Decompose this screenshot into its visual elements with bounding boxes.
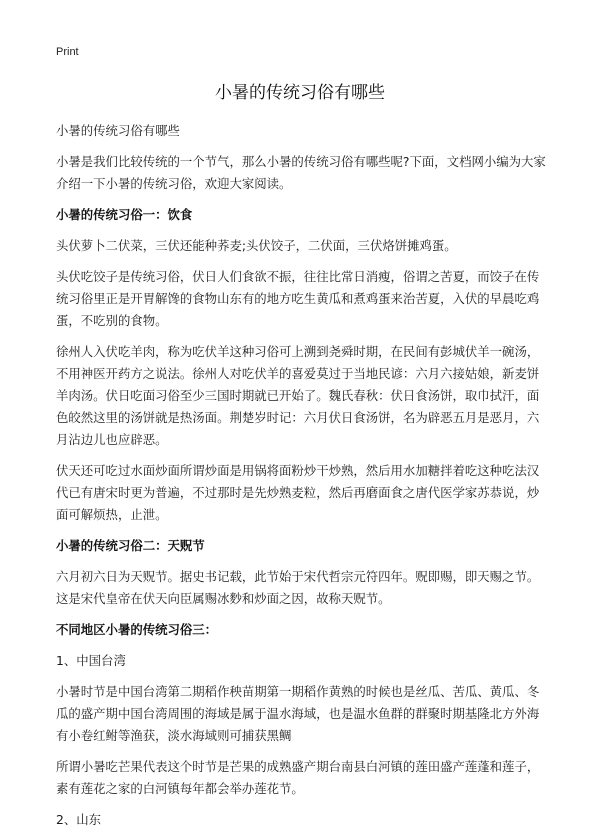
section-heading-tiankuang: 小暑的传统习俗二：天贶节: [56, 538, 205, 553]
diet-paragraph-2: 头伏吃饺子是传统习俗，伏日人们食欲不振，往往比常日消瘦，俗谓之苦夏，而饺子在传统习俗里正是开胃解馋的食物山东有的地方吃生黄瓜和煮鸡蛋来治苦夏，入伏的早晨吃鸡蛋，不吃别的食物。: [56, 269, 540, 328]
diet-paragraph-1: 头伏萝卜二伏菜，三伏还能种荞麦;头伏饺子，二伏面，三伏烙饼摊鸡蛋。: [56, 238, 457, 253]
diet-paragraph-3: 徐州人入伏吃羊肉，称为吃伏羊这种习俗可上溯到尧舜时期，在民间有彭城伏羊一碗汤，不用神医开药方之说法。徐州人对吃伏羊的喜爱莫过于当地民谚：六月六接姑娘，新麦饼羊肉汤。伏日吃面习俗至少三国时期就已开始了。魏氏春秋：伏日食汤饼，取巾拭汗，面色皎然这里的汤饼就是热汤面。荆楚岁时记：六月伏日食汤饼，名为辟恶五月是恶月，六月沾边儿也应辟恶。: [56, 344, 540, 447]
section-heading-regions: 不同地区小暑的传统习俗三：: [56, 622, 218, 637]
region-shandong-label: 2、山东: [56, 812, 102, 827]
page-title: 小暑的传统习俗有哪些: [215, 83, 385, 103]
taiwan-paragraph-2: 所谓小暑吃芒果代表这个时节是芒果的成熟盛产期台南县白河镇的莲田盛产莲蓬和莲子，素有莲花之家的白河镇每年都会举办莲花节。: [56, 759, 540, 796]
region-taiwan-label: 1、中国台湾: [56, 653, 126, 668]
print-link[interactable]: Print: [56, 46, 79, 58]
subtitle-text: 小暑的传统习俗有哪些: [56, 123, 180, 138]
intro-paragraph: 小暑是我们比较传统的一个节气，那么小暑的传统习俗有哪些呢?下面，文档网小编为大家介绍一下小暑的传统习俗，欢迎大家阅读。: [56, 154, 546, 191]
diet-paragraph-4: 伏天还可吃过水面炒面所谓炒面是用锅将面粉炒干炒熟，然后用水加糖拌着吃这种吃法汉代已有唐宋时更为普遍，不过那时是先炒熟麦粒，然后再磨面食之唐代医学家苏恭说，炒面可解烦热，止泄。: [56, 463, 540, 522]
taiwan-paragraph-1: 小暑时节是中国台湾第二期稻作秧苗期第一期稻作黄熟的时候也是丝瓜、苦瓜、黄瓜、冬瓜的盛产期中国台湾周围的海域是属于温水海域，也是温水鱼群的群聚时期基隆北方外海有小卷红鲋等渔获，淡水海域则可捕获黑鲷: [56, 684, 540, 743]
section-heading-diet: 小暑的传统习俗一：饮食: [56, 207, 193, 222]
tiankuang-paragraph: 六月初六日为天贶节。据史书记载，此节始于宋代哲宗元符四年。贶即赐，即天赐之节。这是宋代皇帝在伏天向臣属赐冰麨和炒面之因，故称天贶节。: [56, 569, 540, 606]
document-body: [56, 120, 548, 840]
